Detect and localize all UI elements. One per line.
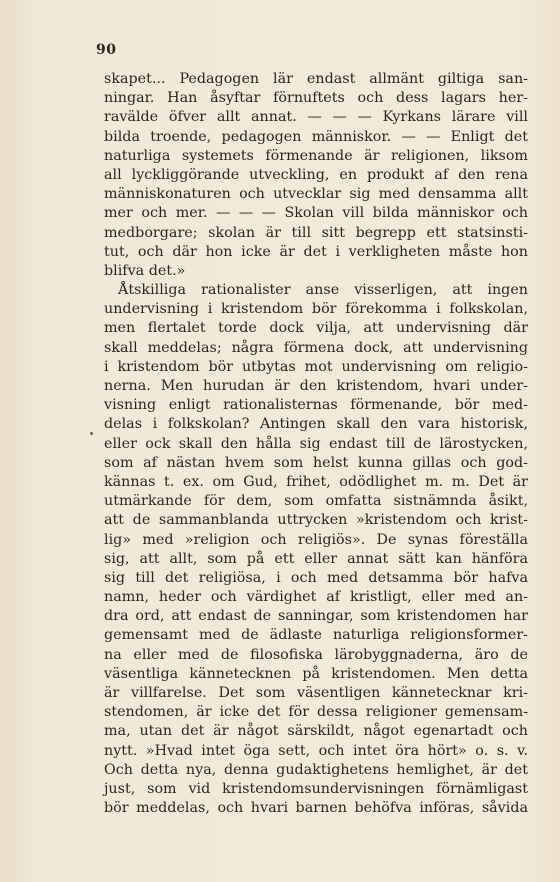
text-line: Åtskilliga rationalister anse visserligen, att ingen xyxy=(118,282,528,299)
text-line: stendomen, är icke det för dessa religioner gemensam- xyxy=(104,704,528,721)
text-line: dra ord, att endast de sanningar, som kristendomen har xyxy=(104,608,528,625)
text-line: eller ock skall den hålla sig endast till de lärostycken, xyxy=(104,435,528,452)
text-line: Och detta nya, denna gudaktighetens hemlighet, är det xyxy=(104,761,528,778)
page-number: 90 xyxy=(96,42,117,58)
text-line: nytt. »Hvad intet öga sett, och intet öra hört» o. s. v. xyxy=(104,742,528,759)
text-line: sig, att allt, som på ett eller annat sätt kan hänföra xyxy=(104,550,528,567)
text-line: är villfarelse. Det som väsentligen kännetecknar kri- xyxy=(104,685,528,701)
text-line: namn, heder och värdighet af kristligt, eller med an- xyxy=(104,589,528,606)
text-line: i kristendom bör utbytas mot undervisning om religio- xyxy=(104,358,528,375)
text-line: väsentliga kännetecknen på kristendomen. Men detta xyxy=(104,665,528,682)
text-line: mer och mer. — — — Skolan vill bilda människor och xyxy=(104,205,528,222)
text-line: lig» med »religion och religiös». De synas föreställa xyxy=(104,531,528,548)
text-line: bör meddelas, och hvari barnen behöfva införas, såvida xyxy=(104,800,528,817)
margin-mark xyxy=(90,432,93,435)
text-line: ma, utan det är något särskildt, något egenartadt och xyxy=(104,723,528,740)
text-line: ravälde öfver allt annat. — — — Kyrkans lärare vill xyxy=(104,109,528,126)
text-line: kännas t. ex. om Gud, frihet, odödlighet m. m. Det är xyxy=(104,473,528,490)
text-line: som af nästan hvem som helst kunna gillas och god- xyxy=(104,454,528,471)
text-line: naturliga systemets förmenande är religionen, liksom xyxy=(104,147,528,164)
text-line: att de sammanblanda uttrycken »kristendom och krist- xyxy=(104,512,528,529)
text-line: undervisning i kristendom bör förekomma i folkskolan, xyxy=(104,301,528,318)
text-line: tut, och där hon icke är det i verkligheten måste hon xyxy=(104,243,528,260)
text-line: blifva det.» xyxy=(104,262,186,279)
text-line: skapet... Pedagogen lär endast allmänt giltiga san- xyxy=(104,71,528,87)
text-line: skall meddelas; några förmena dock, att undervisning xyxy=(104,339,528,356)
text-line: bilda troende, pedagogen människor. — — Enligt det xyxy=(104,128,528,145)
text-line: människonaturen och utvecklar sig med densamma allt xyxy=(104,186,528,203)
text-line: delas i folkskolan? Antingen skall den vara historisk, xyxy=(104,416,528,433)
text-line: gemensamt med de ädlaste naturliga religionsformer- xyxy=(104,627,528,644)
text-line: visning enligt rationalisternas förmenande, bör med- xyxy=(104,397,528,414)
text-line: nerna. Men hurudan är den kristendom, hvari under- xyxy=(104,378,528,394)
text-line: men flertalet torde dock vilja, att undervisning där xyxy=(104,320,528,337)
text-line: utmärkande för dem, som omfatta sistnämnda åsikt, xyxy=(104,493,528,510)
text-line: just, som vid kristendomsundervisningen förnämligast xyxy=(104,780,528,797)
text-line: na eller med de filosofiska lärobyggnaderna, äro de xyxy=(104,646,528,663)
text-line: all lyckliggörande utveckling, en produkt af den rena xyxy=(104,166,528,183)
text-line: sig till det religiösa, i och med detsamma bör hafva xyxy=(104,569,528,586)
text-line: ningar. Han åsyftar förnuftets och dess lagars her- xyxy=(104,90,528,107)
text-line: medborgare; skolan är till sitt begrepp ett statsinsti- xyxy=(104,224,528,241)
body-text xyxy=(104,70,528,818)
